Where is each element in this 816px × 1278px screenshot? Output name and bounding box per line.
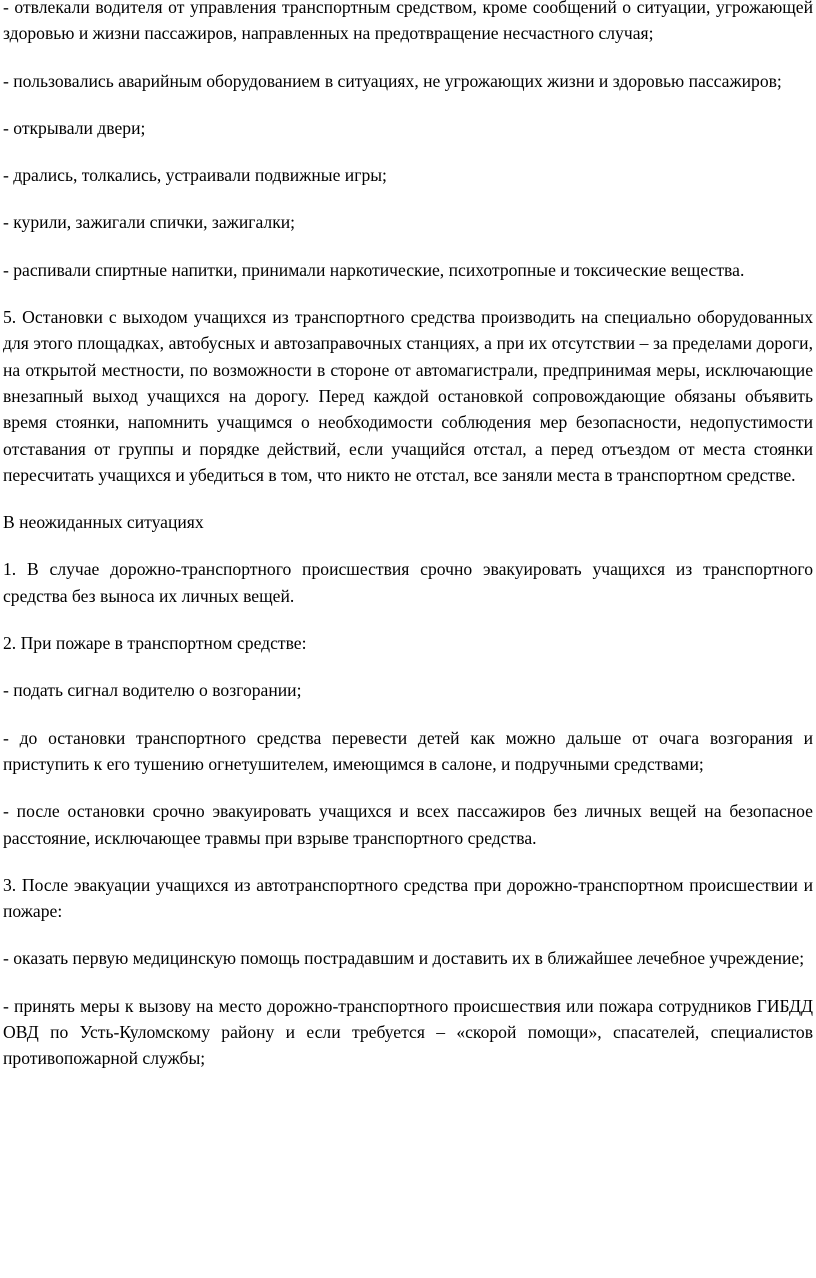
list-item: - после остановки срочно эвакуировать учащихся и всех пассажиров без личных вещей на безопасное расстояние, исключающее травмы при взрыве транспортного средства.: [3, 801, 813, 848]
list-item: - до остановки транспортного средства перевести детей как можно дальше от очага возгорания и приступить к его тушению огнетушителем, имеющимся в салоне, и подручными средствами;: [3, 727, 813, 774]
paragraph-fire: 2. При пожаре в транспортном средстве:: [3, 633, 307, 654]
list-item: - принять меры к вызову на место дорожно-транспортного происшествия или пожара сотрудников ГИБДД ОВД по Усть-Куломскому району и если требуется – «скорой помощи», спасателей, специалистов противопожарной службы;: [3, 995, 813, 1069]
list-item: - пользовались аварийным оборудованием в ситуациях, не угрожающих жизни и здоровью пассажиров;: [3, 70, 782, 91]
paragraph-after-evacuation: 3. После эвакуации учащихся из автотранспортного средства при дорожно-транспортном происшествии и пожаре:: [3, 874, 813, 922]
section-heading: В неожиданных ситуациях: [3, 512, 204, 533]
list-item: - отвлекали водителя от управления транспортным средством, кроме сообщений о ситуации, угрожающей здоровью и жизни пассажиров, направленных на предотвращение несчастного случая;: [3, 0, 813, 44]
list-item: - оказать первую медицинскую помощь пострадавшим и доставить их в ближайшее лечебное учреждение;: [3, 948, 805, 969]
list-item: - распивали спиртные напитки, принимали наркотические, психотропные и токсические вещества.: [3, 259, 745, 280]
paragraph-stops: 5. Остановки с выходом учащихся из транспортного средства производить на специально оборудованных для этого площадках, автобусных и автозаправочных станциях, а при их отсутствии – за пределами дороги, на открытой местности, по возможности в стороне от автомагистрали, предпринимая меры, исключающие внезапный выход учащихся на дорогу. Перед каждой остановкой сопровождающие обязаны объявить время стоянки, напомнить учащимся о необходимости соблюдения мер безопасности, недопустимости отставания от группы и порядке действий, если учащийся отстал, а перед отъездом от места стоянки пересчитать учащихся и убедиться в том, что никто не отстал, все заняли места в транспортном средстве.: [3, 307, 813, 485]
paragraph-accident: 1. В случае дорожно-транспортного происшествия срочно эвакуировать учащихся из транспортного средства без выноса их личных вещей.: [3, 559, 813, 606]
list-item: - дрались, толкались, устраивали подвижные игры;: [3, 165, 387, 186]
list-item: - курили, зажигали спички, зажигалки;: [3, 212, 296, 233]
list-item: - подать сигнал водителю о возгорании;: [3, 680, 302, 701]
list-item: - открывали двери;: [3, 117, 146, 138]
